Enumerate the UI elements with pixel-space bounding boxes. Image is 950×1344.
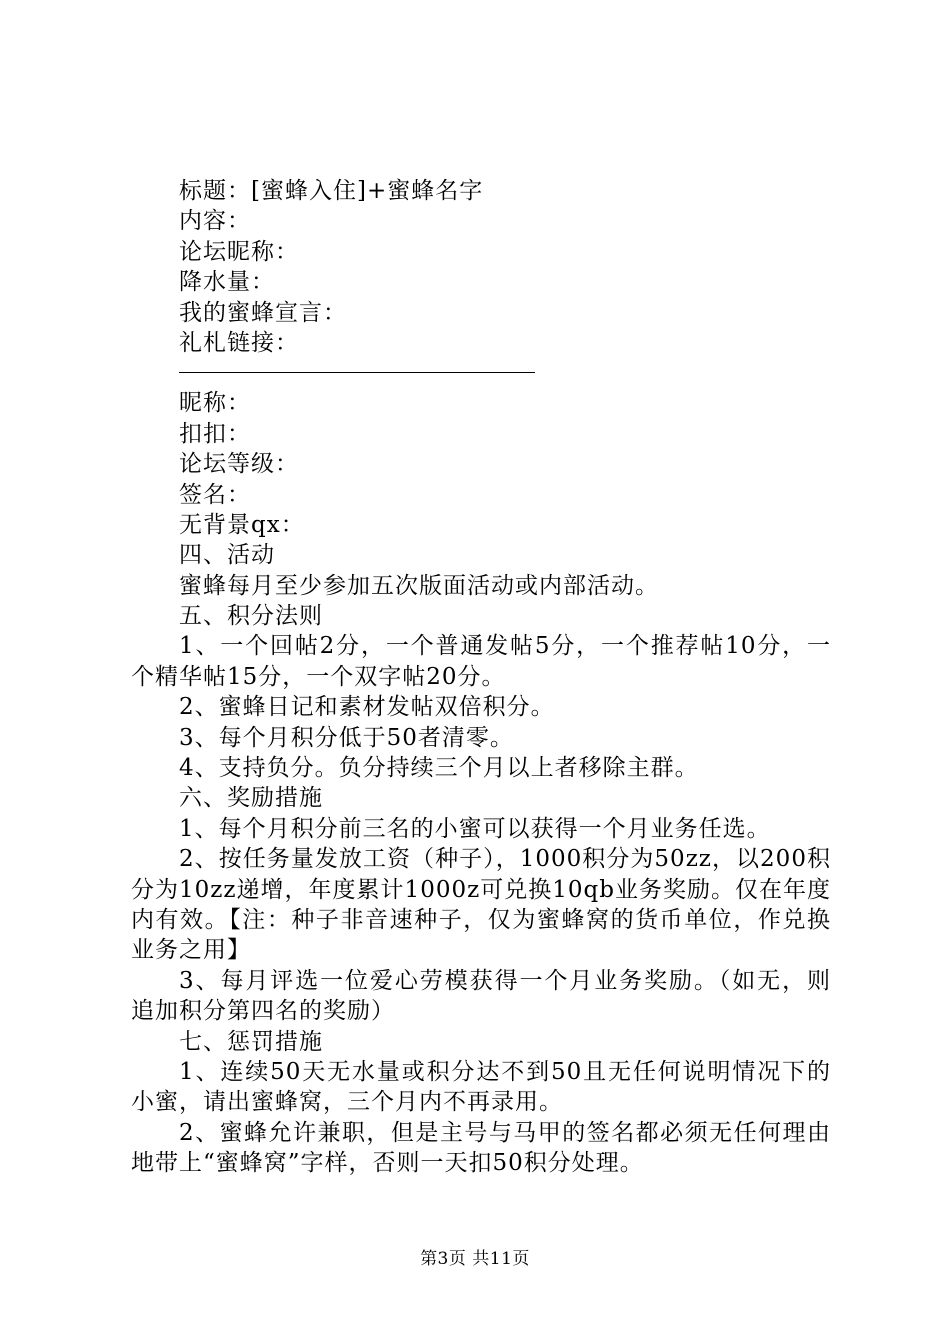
document-body xyxy=(131,176,831,1179)
points-rule-1: 1、一个回帖2分，一个普通发帖5分，一个推荐帖10分，一个精华帖15分，一个双字帖20分。 xyxy=(131,633,831,690)
profile-field-forum-level: 论坛等级： xyxy=(179,451,299,478)
page-number: 第3页 共11页 xyxy=(420,1249,530,1269)
points-rule-3: 3、每个月积分低于50者清零。 xyxy=(179,724,514,751)
section-heading-rewards: 六、奖励措施 xyxy=(179,785,323,812)
profile-field-no-background: 无背景qx： xyxy=(179,511,305,538)
penalty-rule-1: 1、连续50天无水量或积分达不到50且无任何说明情况下的小蜜，请出蜜蜂窝，三个月内不再录用。 xyxy=(131,1059,831,1116)
profile-field-nickname: 昵称： xyxy=(179,390,251,417)
points-rule-2: 2、蜜蜂日记和素材发帖双倍积分。 xyxy=(179,694,555,721)
section-divider xyxy=(179,372,535,373)
form-field-title: 标题：[蜜蜂入住]+蜜蜂名字 xyxy=(179,178,484,204)
form-field-content: 内容： xyxy=(179,208,251,235)
form-field-gift-link: 礼札链接： xyxy=(179,329,299,356)
reward-rule-1: 1、每个月积分前三名的小蜜可以获得一个月业务任选。 xyxy=(179,815,771,842)
reward-rule-3: 3、每月评选一位爱心劳模获得一个月业务奖励。（如无，则追加积分第四名的奖励） xyxy=(131,967,831,1025)
reward-rule-2: 2、按任务量发放工资（种子），1000积分为50zz，以200积分为10zz递增，年度累计1000z可兑换10qb业务奖励。仅在年度内有效。【注：种子非音速种子，仅为蜜蜂窝的货币单位，作兑换业务之用】 xyxy=(131,846,831,964)
section-heading-penalties: 七、惩罚措施 xyxy=(179,1028,323,1055)
form-field-forum-nickname: 论坛昵称： xyxy=(179,238,299,265)
profile-field-signature: 签名： xyxy=(179,481,251,508)
form-field-rainfall: 降水量： xyxy=(179,269,275,296)
points-rule-4: 4、支持负分。负分持续三个月以上者移除主群。 xyxy=(179,755,699,782)
section-text-activities: 蜜蜂每月至少参加五次版面活动或内部活动。 xyxy=(179,572,659,599)
section-heading-points: 五、积分法则 xyxy=(179,603,323,630)
form-field-declaration: 我的蜜蜂宣言： xyxy=(179,299,347,326)
profile-field-qq: 扣扣： xyxy=(179,420,251,447)
section-heading-activities: 四、活动 xyxy=(179,542,275,569)
penalty-rule-2: 2、蜜蜂允许兼职，但是主号与马甲的签名都必须无任何理由地带上“蜜蜂窝”字样，否则一天扣50积分处理。 xyxy=(131,1119,831,1177)
